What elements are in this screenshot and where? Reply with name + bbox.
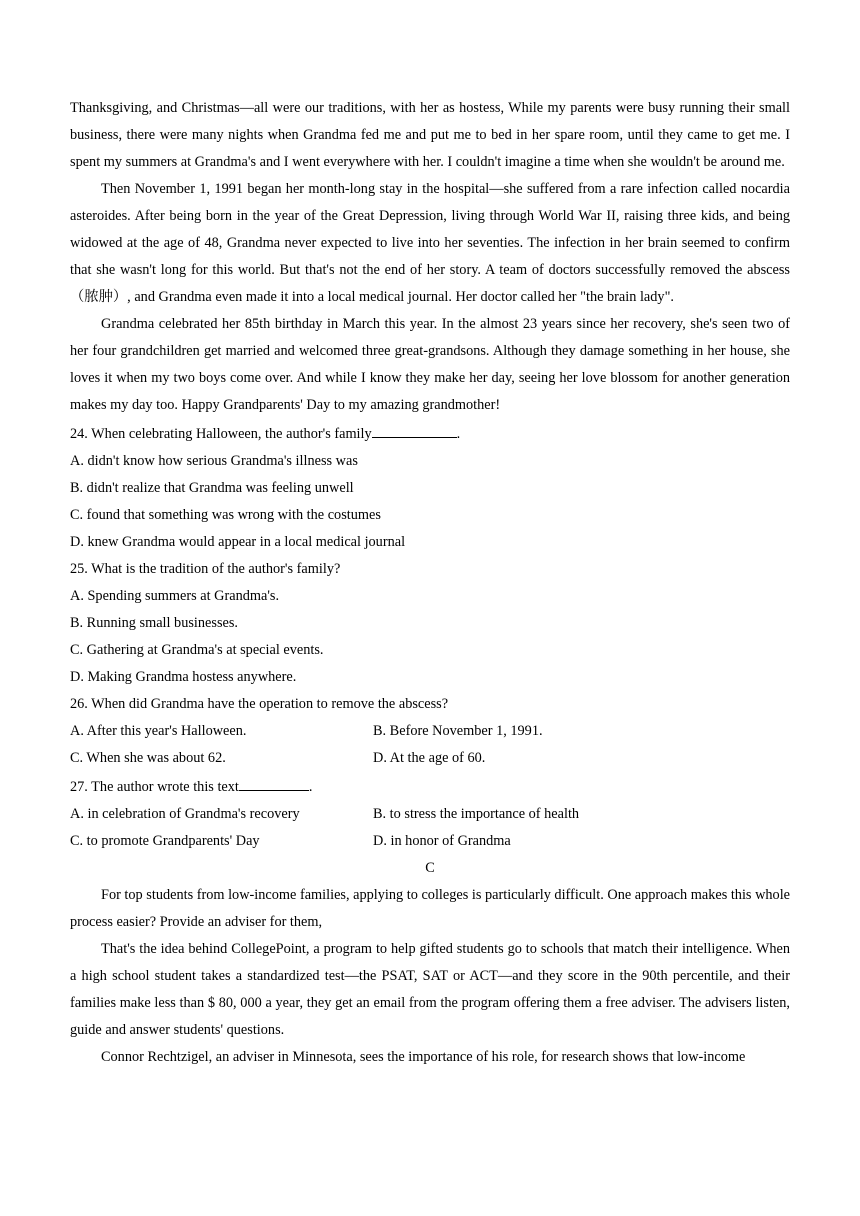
question-24-stem: [70, 419, 790, 448]
question-27-options-row-1: [70, 801, 790, 828]
question-26-options-row-2: [70, 745, 790, 772]
question-26-option-d: D. At the age of 60.: [373, 750, 486, 766]
passage-b-paragraph-3: Grandma celebrated her 85th birthday in March this year. In the almost 23 years since her recovery, she's seen two of her four grandchildren get married and welcomed three great-grandsons. Although they damage something in her house, she loves it when my two boys come over. And while I know they make her day, seeing her love blossom for another generation makes my day too. Happy Grandparents' Day to my amazing grandmother!: [70, 316, 790, 413]
question-27-option-b: B. to stress the importance of health: [373, 806, 580, 822]
question-24-text: 24. When celebrating Halloween, the author's family: [70, 426, 372, 442]
question-26-option-a: A. After this year's Halloween.: [70, 723, 247, 739]
passage-c-paragraph-1: For top students from low-income families, applying to colleges is particularly difficult. One approach makes this whole process easier? Provide an adviser for them,: [70, 887, 791, 930]
question-26-option-c: C. When she was about 62.: [70, 750, 226, 766]
question-25-option-b: B. Running small businesses.: [70, 615, 238, 631]
question-26-option-b: B. Before November 1, 1991.: [373, 723, 543, 739]
passage-c-paragraph-3: Connor Rechtzigel, an adviser in Minnesota, sees the importance of his role, for research shows that low-income: [101, 1049, 746, 1065]
question-24-option-a: A. didn't know how serious Grandma's illness was: [70, 453, 358, 469]
question-26-stem: 26. When did Grandma have the operation to remove the abscess?: [70, 696, 449, 712]
question-27-end: .: [308, 779, 313, 795]
question-24-option-d: D. knew Grandma would appear in a local medical journal: [70, 534, 406, 550]
question-25-stem: 25. What is the tradition of the author's family?: [70, 561, 341, 577]
passage-b-paragraph-2: Then November 1, 1991 began her month-long stay in the hospital—she suffered from a rare infection called nocardia asteroides. After being born in the year of the Great Depression, living through World War II, raising three kids, and being widowed at the age of 48, Grandma never expected to live into her seventies. The infection in her brain seemed to confirm that she wasn't long for this world. But that's not the end of her story. A team of doctors successfully removed the abscess（脓肿）, and Grandma even made it into a local medical journal. Her doctor called her "the brain lady".: [70, 181, 790, 305]
question-27-option-a: A. in celebration of Grandma's recovery: [70, 806, 300, 822]
answer-blank: [239, 772, 309, 791]
question-27-stem: [70, 772, 790, 801]
question-27-option-c: C. to promote Grandparents' Day: [70, 833, 260, 849]
question-27-options-row-2: [70, 828, 790, 855]
section-heading: C: [425, 860, 435, 876]
question-24-option-b: B. didn't realize that Grandma was feeling unwell: [70, 480, 354, 496]
document-content: [70, 95, 790, 1071]
question-25-option-d: D. Making Grandma hostess anywhere.: [70, 669, 297, 685]
question-24-end: .: [456, 426, 461, 442]
answer-blank: [372, 419, 457, 438]
question-26-options-row-1: [70, 718, 790, 745]
question-27-option-d: D. in honor of Grandma: [373, 833, 511, 849]
question-25-option-c: C. Gathering at Grandma's at special events.: [70, 642, 324, 658]
question-24-option-c: C. found that something was wrong with the costumes: [70, 507, 381, 523]
passage-c-paragraph-2: That's the idea behind CollegePoint, a program to help gifted students go to schools that match their intelligence. When a high school student takes a standardized test—the PSAT, SAT or ACT—and they score in the 90th percentile, and their families make less than $ 80, 000 a year, they get an email from the program offering them a free adviser. The advisers listen, guide and answer students' questions.: [70, 941, 790, 1038]
passage-b-paragraph-1: Thanksgiving, and Christmas—all were our traditions, with her as hostess, While my parents were busy running their small business, there were many nights when Grandma fed me and put me to bed in her spare room, until they came to get me. I spent my summers at Grandma's and I went everywhere with her. I couldn't imagine a time when she wouldn't be around me.: [70, 100, 790, 170]
question-25-option-a: A. Spending summers at Grandma's.: [70, 588, 280, 604]
question-27-text: 27. The author wrote this text: [70, 779, 239, 795]
